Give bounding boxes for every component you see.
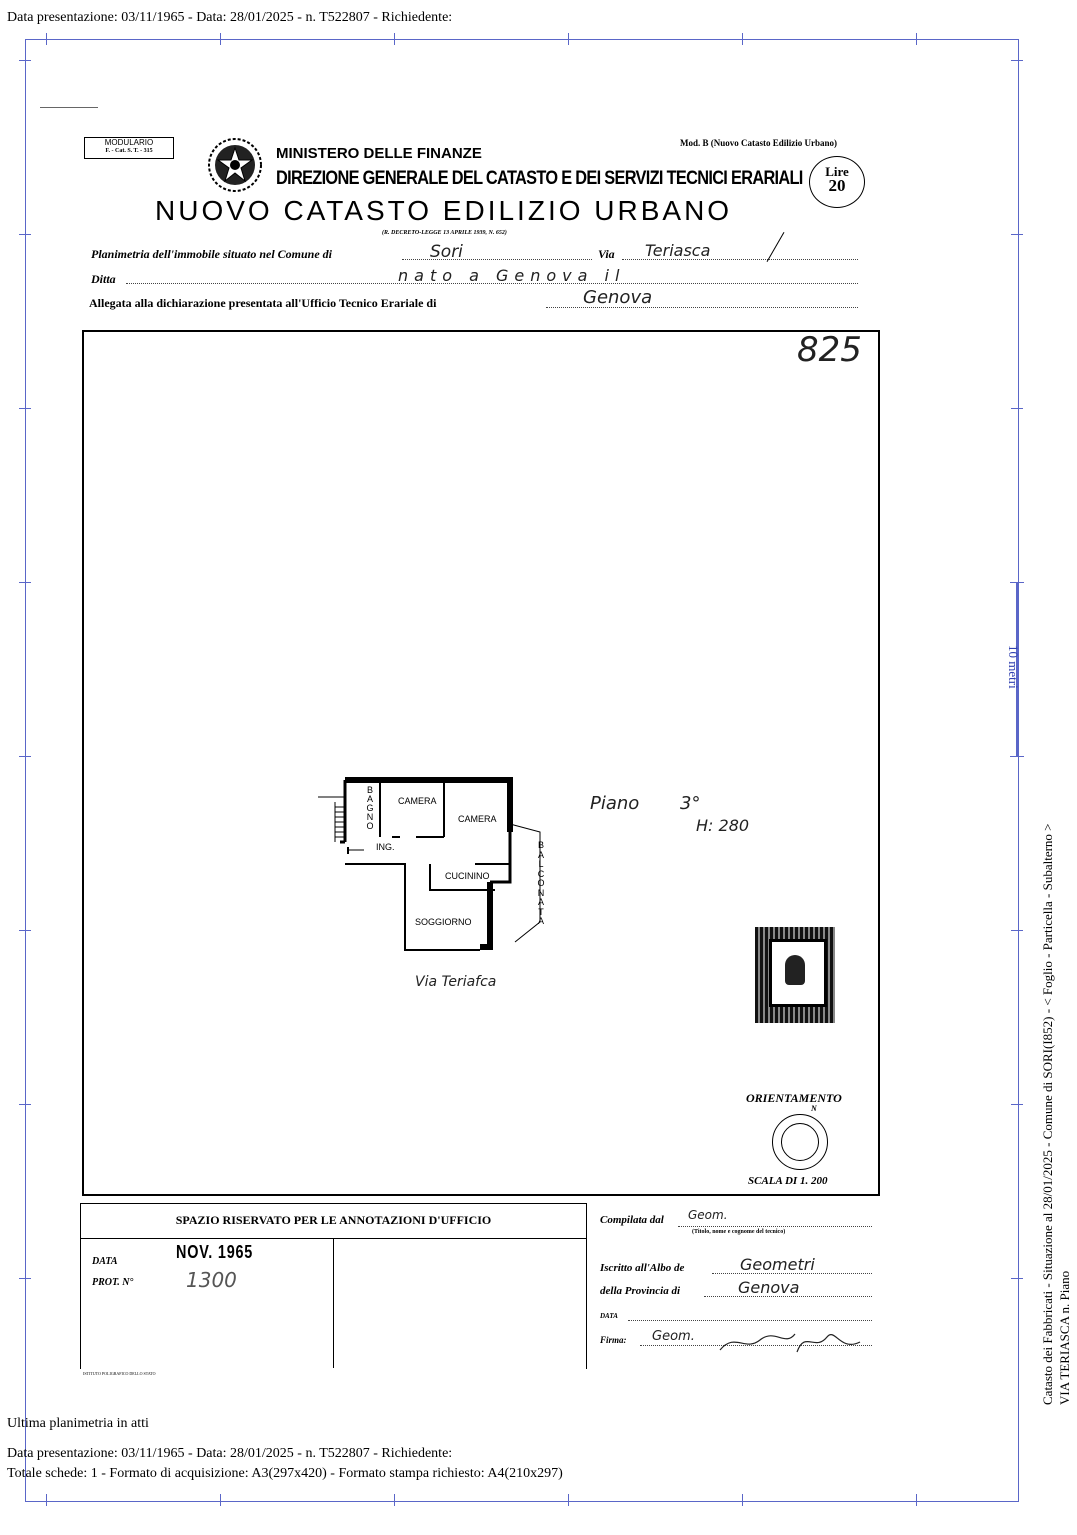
scale-label: 10 metri	[1006, 645, 1021, 689]
side-line-1: Catasto dei Fabbricati - Situazione al 28/01/2025 - Comune di SORI(I852) - < Foglio - Particella - Subalterno >	[1040, 823, 1055, 1405]
floor-label: Piano	[590, 793, 640, 814]
ultima-planimetria: Ultima planimetria in atti	[7, 1416, 149, 1431]
revenue-stamp	[755, 927, 835, 1023]
lire-stamp	[809, 156, 865, 208]
room-soggiorno: SOGGIORNO	[415, 917, 472, 927]
prot-value: 1300	[186, 1268, 237, 1292]
room-camera-1: CAMERA	[398, 796, 437, 806]
street-caption: Via Teriafca	[415, 974, 497, 990]
printer: ISTITUTO POLIGRAFICO DELLO STATO	[83, 1371, 156, 1376]
office-data-label: DATA	[92, 1256, 118, 1267]
height-label: H: 280	[696, 816, 750, 835]
north-arrow-icon	[772, 1114, 828, 1170]
room-bagno: BAGNO	[366, 785, 374, 831]
footer-line-2: Totale schede: 1 - Formato di acquisizione: A3(297x420) - Formato stampa richiesto: A4(210x297)	[7, 1466, 563, 1481]
footer-line-1: Data presentazione: 03/11/1965 - Data: 28/01/2025 - n. T522807 - Richiedente:	[7, 1446, 453, 1461]
planimetria-label: Planimetria dell'immobile situato nel Comune di	[91, 247, 333, 261]
modulario-box	[84, 137, 174, 159]
via-label: Via	[598, 247, 615, 261]
iscritto-value: Geometri	[740, 1255, 815, 1274]
office-data-value: NOV. 1965	[176, 1242, 254, 1262]
via-value: Teriasca	[645, 241, 711, 260]
ministry: MINISTERO DELLE FINANZE	[276, 145, 482, 162]
mod-b: Mod. B (Nuovo Catasto Edilizio Urbano)	[680, 138, 838, 148]
republic-emblem-icon	[204, 134, 266, 196]
ufficio-value: Genova	[583, 287, 653, 308]
provincia-label: della Provincia di	[600, 1285, 681, 1297]
sheet-number: 825	[797, 330, 862, 370]
room-cucinino: CUCININO	[445, 871, 490, 881]
firma-label: Firma:	[600, 1335, 627, 1345]
comune-value: Sori	[430, 242, 463, 262]
reserved-title: SPAZIO RISERVATO PER LE ANNOTAZIONI D'UFFICIO	[175, 1213, 492, 1227]
room-ingresso: ING.	[376, 842, 395, 852]
modulario-label: MODULARIO	[104, 138, 154, 147]
floor-value: 3°	[680, 793, 701, 814]
room-camera-2: CAMERA	[458, 814, 497, 824]
compilata-note: (Titolo, nome e cognome del tecnico)	[692, 1229, 786, 1235]
compiler-data-label: DATA	[600, 1312, 618, 1320]
orientamento-label: ORIENTAMENTO	[746, 1091, 842, 1105]
modulario-code: F. - Cat. S. T. - 315	[105, 148, 153, 154]
ditta-value: nato a Genova il	[398, 266, 626, 285]
compilata-label: Compilata dal	[600, 1214, 664, 1226]
decree: (R. DECRETO-LEGGE 13 APRILE 1939, N. 652)	[382, 230, 507, 236]
scala-label: SCALA DI 1. 200	[748, 1175, 828, 1187]
direction: DIREZIONE GENERALE DEL CATASTO E DEI SERVIZI TECNICI ERARIALI	[276, 168, 803, 189]
north-mark: N	[811, 1104, 817, 1113]
compilata-value: Geom.	[688, 1208, 728, 1222]
lire-label: Lire	[825, 164, 849, 179]
room-balconata: BALCONATA	[537, 840, 545, 926]
ditta-label: Ditta	[91, 272, 116, 286]
signature-icon	[715, 1322, 865, 1362]
header-line: Data presentazione: 03/11/1965 - Data: 28/01/2025 - n. T522807 - Richiedente:	[7, 10, 453, 25]
lire-value: 20	[828, 176, 846, 195]
iscritto-label: Iscritto all'Albo de	[600, 1262, 685, 1274]
drawing-area	[82, 330, 880, 1196]
page-title: NUOVO CATASTO EDILIZIO URBANO	[155, 195, 733, 226]
scan-mark	[40, 107, 98, 108]
allegata-label: Allegata alla dichiarazione presentata all'Ufficio Tecnico Erariale di	[89, 296, 437, 310]
side-line-2: VIA TERIASCA n. Piano	[1057, 1270, 1072, 1405]
firma-value: Geom.	[652, 1329, 695, 1344]
prot-label: PROT. N°	[92, 1277, 134, 1288]
provincia-value: Genova	[738, 1278, 800, 1297]
